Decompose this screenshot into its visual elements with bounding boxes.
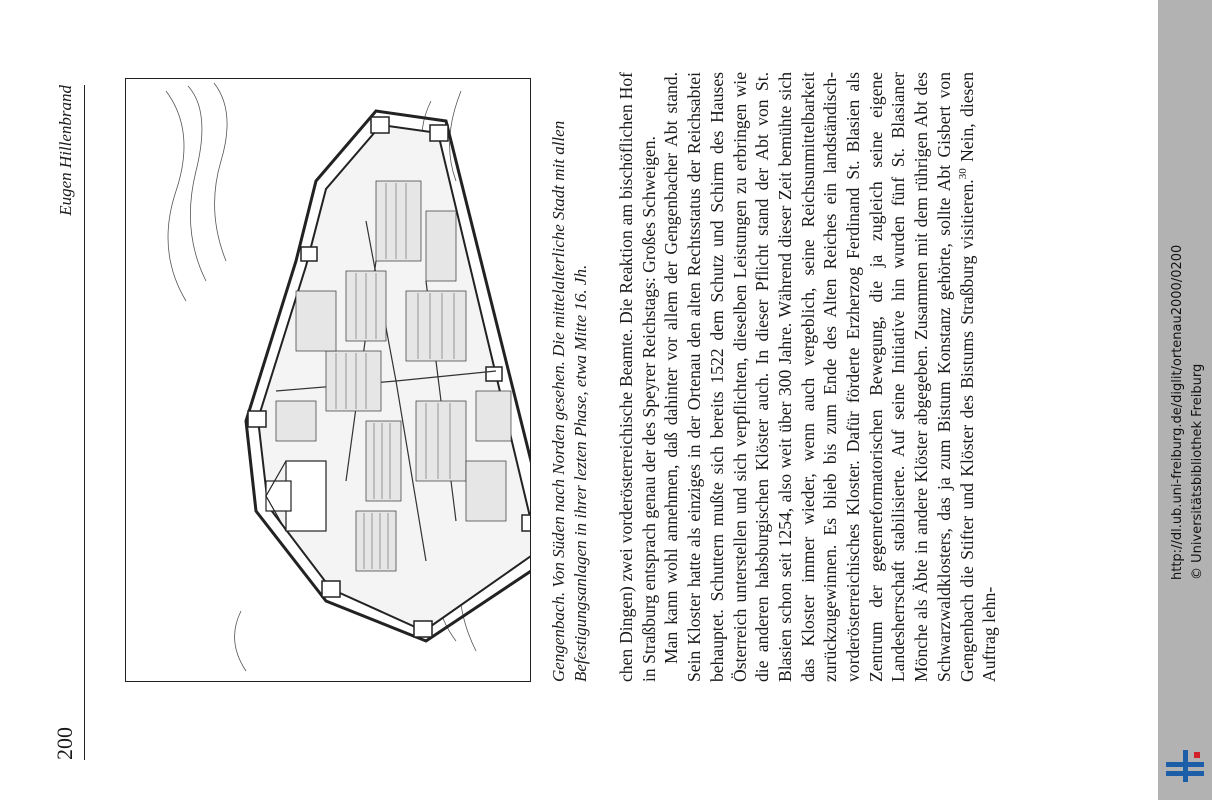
paragraph-2 <box>660 72 1001 682</box>
body-text <box>615 72 1001 682</box>
source-url[interactable]: http://dl.ub.uni-freiburg.de/diglit/ortenau2000/0200 <box>1170 244 1185 580</box>
header-rule <box>84 85 85 760</box>
copyright-notice: © Universitätsbibliothek Freiburg <box>1190 363 1205 580</box>
running-head-author: Eugen Hillenbrand <box>56 85 75 216</box>
paragraph-2-text: Man kann wohl annehmen, daß dahinter vor allem der Gengenbacher Abt stand. Sein Kloster hatte als einziges in der Ortenau den alten Rechtsstatus der Reichsabtei behauptet. Schuttern mußte sich bereits 1522 dem Schutz und Schirm des Hauses Österreich unterstellen und sich verpflichten, dieselben Leistungen zu erbringen wie die anderen habsburgischen Klöster auch. In dieser Pflicht stand der Abt von St. Blasien schon seit 1254, also weit über 300 Jahre. Während dieser Zeit bemühte sich das Kloster immer wieder, wenn auch vergeblich, seine Reichsunmittelbarkeit zurückzugewinnen. Es blieb bis zum Ende des Alten Reiches ein landständisch-vorderösterreichisches Kloster. Dafür förderte Erzherzog Ferdinand St. Blasien als Zentrum der gegenreformatorischen Bewegung, die ja zugleich seine eigene Landesherrschaft stabilisierte. Auf seine Initiative hin wurden fünf St. Blasianer Mönche als Äbte in andere Klöster abgegeben. Zusammen mit dem rührigen Abt des Schwarzwaldklosters, das ja zum Bistum Konstanz gehörte, sollte Abt Gisbert von Gengenbach die Stifter und Klöster des Bistums Straßburg visitieren. <box>661 72 977 682</box>
footnote-reference: 30 <box>956 168 969 180</box>
town-engraving-figure <box>125 78 531 682</box>
library-logo-icon <box>1164 748 1206 784</box>
page-number: 200 <box>52 727 77 760</box>
town-engraving-image <box>126 79 530 681</box>
figure-caption: Gengenbach. Von Süden nach Norden gesehen. Die mittelalterliche Stadt mit allen Befestigungsanlagen in ihrer lezten Phase, etwa Mitte 16. Jh. <box>549 120 590 682</box>
paragraph-2-last-sentence: Nein, diesen Auftrag lehn- <box>956 71 1000 682</box>
paragraph-1: chen Dingen) zwei vorderösterreichische Beamte. Die Reaktion am bischöflichen Hof in Straßburg entsprach genau der des Speyrer Reichstags: Großes Schweigen. <box>616 72 659 682</box>
